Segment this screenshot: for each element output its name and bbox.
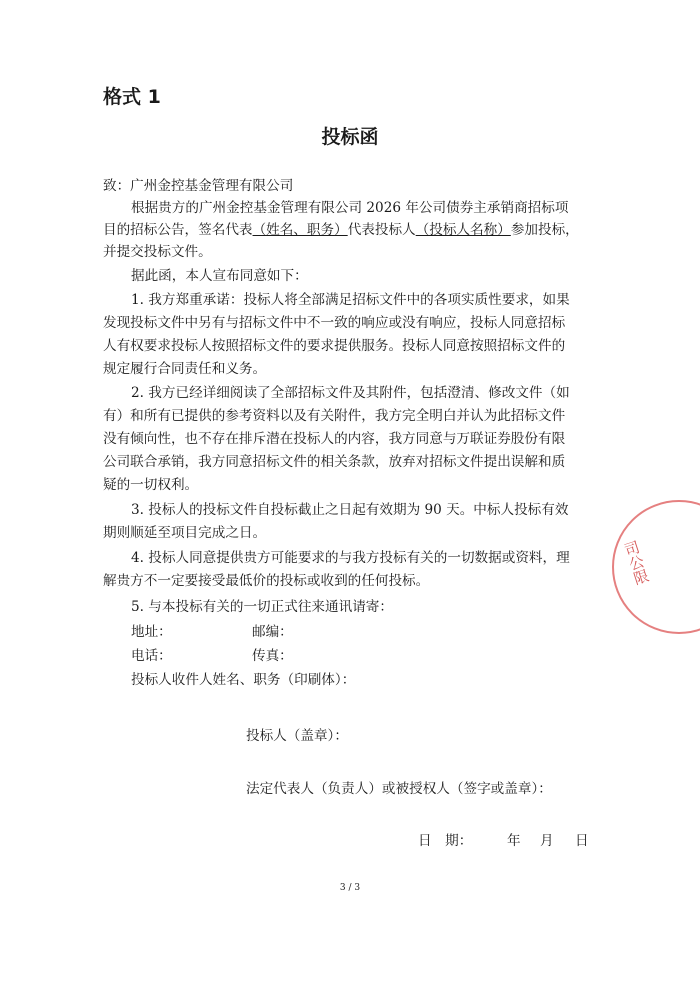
declaration: 据此函，本人宣布同意如下： (131, 268, 308, 284)
format-label: 格式 1 (103, 86, 161, 108)
intro-underline-2: （投标人名称） (415, 222, 511, 238)
item-4-line-1: 4. 投标人同意提供贵方可能要求的与我方投标有关的一切数据或资料，理 (131, 550, 570, 566)
company-seal-text: 司公限 (620, 538, 652, 587)
recipient-label: 投标人收件人姓名、职务（印刷体）： (131, 672, 356, 688)
item-2-line-1: 2. 我方已经详细阅读了全部招标文件及其附件，包括澄清、修改文件（如 (131, 385, 570, 401)
intro-line-2 (103, 220, 579, 240)
postcode-label: 邮编： (252, 624, 293, 640)
item-4-line-2: 解贵方不一定要接受最低价的投标或收到的任何投标。 (103, 573, 430, 589)
item-1-line-3: 人有权要求投标人按照招标文件的要求提供服务。投标人同意按照招标文件的 (103, 338, 566, 354)
item-2-line-2: 有）和所有已提供的参考资料以及有关附件，我方完全明白并认为此招标文件 (103, 408, 566, 424)
intro-line-1: 根据贵方的广州金控基金管理有限公司 2026 年公司债券主承销商招标项 (131, 200, 569, 216)
date-label: 日 期： (418, 833, 473, 849)
phone-label: 电话： (131, 648, 172, 664)
item-2-line-5: 疑的一切权利。 (103, 477, 199, 493)
bidder-seal-label: 投标人（盖章）： (246, 728, 348, 744)
date-month: 月 (540, 833, 554, 849)
item-1-line-4: 规定履行合同责任和义务。 (103, 361, 267, 377)
item-3-line-1: 3. 投标人的投标文件自投标截止之日起有效期为 90 天。中标人投标有效 (131, 502, 569, 518)
intro-text-2: 代表投标人 (347, 222, 416, 238)
date-day: 日 (575, 833, 589, 849)
item-2-line-4: 公司联合承销，我方同意招标文件的相关条款，放弃对招标文件提出误解和质 (103, 454, 566, 470)
item-5-line: 5. 与本投标有关的一切正式往来通讯请寄： (131, 599, 393, 615)
address-label: 地址： (131, 624, 172, 640)
intro-line-3: 并提交投标文件。 (103, 244, 212, 260)
company-seal (612, 500, 700, 634)
date-year: 年 (507, 833, 521, 849)
intro-text-3: 参加投标， (510, 222, 579, 238)
fax-label: 传真： (252, 648, 293, 664)
item-2-line-3: 没有倾向性，也不存在排斥潜在投标人的内容，我方同意与万联证券股份有限 (103, 431, 566, 447)
addressee: 致：广州金控基金管理有限公司 (103, 178, 294, 194)
intro-underline-1: （姓名、职务） (252, 222, 348, 238)
page-title: 投标函 (321, 126, 379, 148)
item-3-line-2: 期则顺延至项目完成之日。 (103, 525, 267, 541)
page-number: 3 / 3 (339, 883, 361, 893)
item-1-line-1: 1. 我方郑重承诺：投标人将全部满足招标文件中的各项实质性要求，如果 (131, 292, 570, 308)
intro-text-1: 目的招标公告，签名代表 (103, 222, 253, 238)
legal-rep-label: 法定代表人（负责人）或被授权人（签字或盖章）： (246, 781, 552, 797)
item-1-line-2: 发现投标文件中另有与招标文件中不一致的响应或没有响应，投标人同意招标 (103, 315, 566, 331)
